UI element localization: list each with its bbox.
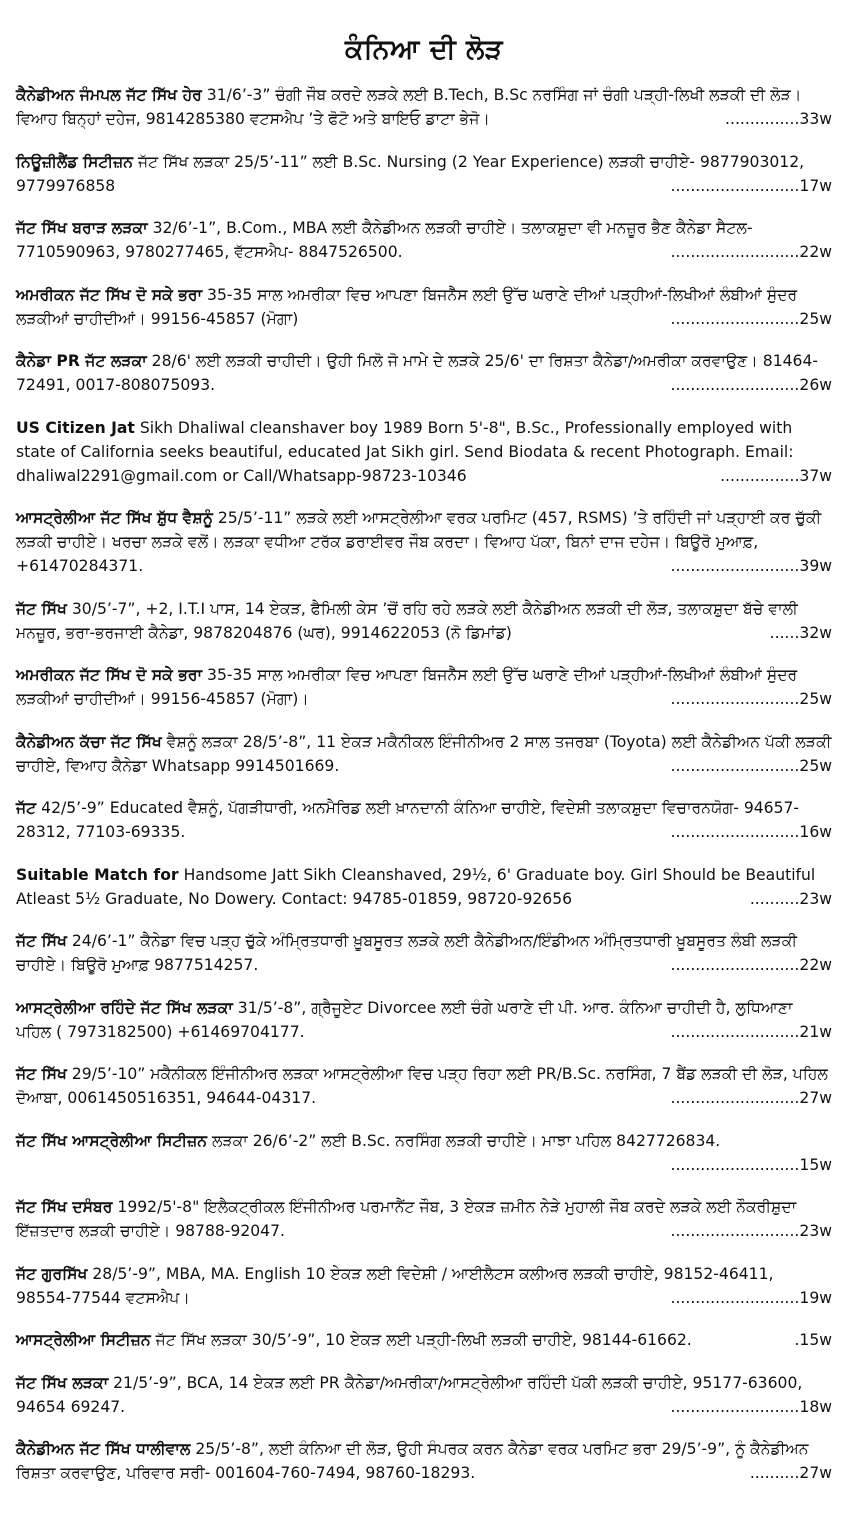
ad-reference: ..........................18w — [670, 1397, 832, 1416]
classified-ad — [16, 996, 832, 1044]
classified-ad — [16, 1195, 832, 1243]
ad-text: ਵੈਸ਼ਨੂੰ ਲੜਕਾ 28/5’-8”, 11 ਏਕੜ ਮਕੈਨੀਕਲ ਇੰਜੀਨੀਅਰ 2 ਸਾਲ ਤਜਰਬਾ (Toyota) ਲਈ ਕੈਨੇਡੀਅਨ ਪੱਕੀ ਲੜਕੀ ਚਾਹੀਏ, ਵਿਆਹ ਕੈਨੇਡਾ Whatsapp 9914501669. — [16, 732, 832, 775]
classified-ad — [16, 796, 832, 844]
ad-reference: ..........................15w — [670, 1155, 832, 1174]
classified-ad — [16, 83, 832, 131]
ad-lead: ਜੱਟ ਸਿੱਖ ਲੜਕਾ — [16, 1373, 109, 1392]
ad-lead: ਜੱਟ ਸਿੱਖ ਆਸਟ੍ਰੇਲੀਆ ਸਿਟੀਜ਼ਨ — [16, 1131, 207, 1150]
ad-lead: Suitable Match for — [16, 865, 179, 884]
ad-lead: ਅਮਰੀਕਨ ਜੱਟ ਸਿੱਖ ਦੋ ਸਕੇ ਭਰਾ — [16, 285, 203, 304]
classified-ad — [16, 349, 832, 397]
ad-text: 25/5’-8”, ਲਈ ਕੰਨਿਆ ਦੀ ਲੋੜ, ਉਹੀ ਸੰਪਰਕ ਕਰਨ ਕੈਨੇਡਾ ਵਰਕ ਪਰਮਿਟ ਭਰਾ 29/5’-9”, ਨੂੰ ਕੈਨੇਡੀਅਨ ਰਿਸ਼ਤਾ ਕਰਵਾਉਣ, ਪਰਿਵਾਰ ਸਰੀ- 001604-760-7494, 98760-18293. — [16, 1440, 809, 1482]
ad-lead: ਕੈਨੇਡੀਅਨ ਕੱਚਾ ਜੱਟ ਸਿੱਖ — [16, 732, 162, 751]
ad-text: 32/6’-1”, B.Com., MBA ਲਈ ਕੈਨੇਡੀਅਨ ਲੜਕੀ ਚਾਹੀਏ। ਤਲਾਕਸ਼ੁਦਾ ਵੀ ਮਨਜ਼ੂਰ ਭੈਣ ਕੈਨੇਡਾ ਸੈਟਲ- 7710590963, 9780277465, ਵੱਟਸਐਪ- 8847526500. — [16, 219, 753, 261]
ad-text: 24/6’-1” ਕੈਨੇਡਾ ਵਿਚ ਪੜ੍ਹ ਚੁੱਕੇ ਅੰਮ੍ਰਿਤਧਾਰੀ ਖ਼ੂਬਸੂਰਤ ਲੜਕੇ ਲਈ ਕੈਨੇਡੀਅਨ/ਇੰਡੀਅਨ ਅੰਮ੍ਰਿਤਧਾਰੀ ਖ਼ੂਬਸੂਰਤ ਲੰਬੀ ਲੜਕੀ ਚਾਹੀਏ। ਬਿਊਰੋ ਮੁਆਫ਼ 9877514257. — [16, 932, 798, 974]
ad-text: ਜੱਟ ਸਿੱਖ ਲੜਕਾ 30/5’-9”, 10 ਏਕੜ ਲਈ ਪੜ੍ਹੀ-ਲਿਖੀ ਲੜਕੀ ਚਾਹੀਏ, 98144-61662. — [150, 1331, 692, 1349]
ad-reference: ......32w — [769, 623, 832, 642]
ad-text: 30/5’-7”, +2, I.T.I ਪਾਸ, 14 ਏਕੜ, ਫੈਮਿਲੀ ਕੇਸ ’ਚੋਂ ਰਹਿ ਰਹੇ ਲੜਕੇ ਲਈ ਕੈਨੇਡੀਅਨ ਲੜਕੀ ਦੀ ਲੋੜ, ਤਲਾਕਸ਼ੁਦਾ ਬੱਚੇ ਵਾਲੀ ਮਨਜ਼ੂਰ, ਭਰਾ-ਭਰਜਾਈ ਕੈਨੇਡਾ, 9878204876 (ਘਰ), 9914622053 (ਨੋ ਡਿਮਾਂਡ) — [16, 599, 798, 642]
ad-lead: ਕੈਨੇਡੀਅਨ ਜੰਮਪਲ ਜੱਟ ਸਿੱਖ ਹੇਰ — [16, 86, 202, 104]
ad-lead: ਜੱਟ ਸਿੱਖ — [16, 1065, 67, 1083]
ad-reference: ..........................21w — [670, 1022, 832, 1041]
classified-ad — [16, 929, 832, 977]
ad-reference: ..........27w — [749, 1464, 832, 1482]
ad-reference: ..........................39w — [670, 557, 832, 575]
ad-reference: ................37w — [720, 466, 832, 485]
ad-reference: ...............33w — [725, 110, 832, 128]
ad-lead: ਜੱਟ ਸਿੱਖ — [16, 932, 67, 950]
ads-list — [16, 83, 832, 1485]
ad-text: 31/5’-8”, ਗ੍ਰੈਜੂਏਟ Divorcee ਲਈ ਚੰਗੇ ਘਰਾਣੇ ਦੀ ਪੀ. ਆਰ. ਕੰਨਿਆ ਚਾਹੀਦੀ ਹੈ, ਲੁਧਿਆਣਾ ਪਹਿਲ ( 7973182500) +61469704177. — [16, 998, 793, 1041]
classified-ad — [16, 730, 832, 778]
ad-reference: ..........................16w — [670, 823, 832, 841]
ad-lead: ਕੈਨੇਡੀਅਨ ਜੱਟ ਸਿੱਖ ਧਾਲੀਵਾਲ — [16, 1440, 191, 1458]
ad-reference: ..........................26w — [670, 376, 832, 394]
ad-lead: ਆਸਟ੍ਰੇਲੀਆ ਰਹਿੰਦੇ ਜੱਟ ਸਿੱਖ ਲੜਕਾ — [16, 998, 233, 1017]
ad-text: 25/5’-11” ਲੜਕੇ ਲਈ ਆਸਟ੍ਰੇਲੀਆ ਵਰਕ ਪਰਮਿਟ (457, RSMS) ’ਤੇ ਰਹਿੰਦੀ ਜਾਂ ਪੜ੍ਹਾਈ ਕਰ ਚੁੱਕੀ ਲੜਕੀ ਚਾਹੀਏ। ਖਰਚਾ ਲੜਕੇ ਵਲੋਂ। ਲੜਕਾ ਵਧੀਆ ਟਰੱਕ ਡਰਾਈਵਰ ਜੌਬ ਕਰਦਾ। ਵਿਆਹ ਪੱਕਾ, ਬਿਨਾਂ ਦਾਜ ਦਹੇਜ। ਬਿਊਰੋ ਮੁਆਫ਼, +61470284371. — [16, 509, 822, 575]
classified-ad — [16, 1262, 832, 1310]
ad-lead: ਜੱਟ ਸਿੱਖ — [16, 599, 67, 618]
classified-ad — [16, 1129, 832, 1177]
page-title: ਕੰਨਿਆ ਦੀ ਲੋੜ — [344, 34, 504, 65]
classified-ad — [16, 1371, 832, 1419]
classified-ad — [16, 150, 832, 198]
classified-ad — [16, 863, 832, 911]
classified-ad — [16, 506, 832, 578]
ad-reference: ..........................22w — [670, 956, 832, 974]
ad-text: 1992/5'-8" ਇਲੈਕਟ੍ਰੀਕਲ ਇੰਜੀਨੀਅਰ ਪਰਮਾਨੈਂਟ ਜੌਬ, 3 ਏਕੜ ਜ਼ਮੀਨ ਨੇੜੇ ਮੁਹਾਲੀ ਜੌਬ ਕਰਦੇ ਲੜਕੇ ਲਈ ਨੌਕਰੀਸ਼ੁਦਾ ਇੱਜ਼ਤਦਾਰ ਲੜਕੀ ਚਾਹੀਏ। 98788-92047. — [16, 1198, 797, 1240]
ad-lead: ਜੱਟ ਸਿੱਖ ਬਰਾੜ ਲੜਕਾ — [16, 219, 148, 237]
classified-ad — [16, 663, 832, 711]
classified-ad — [16, 1437, 832, 1485]
ad-text: 21/5’-9”, BCA, 14 ਏਕੜ ਲਈ PR ਕੈਨੇਡਾ/ਅਮਰੀਕਾ/ਆਸਟ੍ਰੇਲੀਆ ਰਹਿੰਦੀ ਪੱਕੀ ਲੜਕੀ ਚਾਹੀਏ, 95177-63600, 94654 69247. — [16, 1373, 803, 1416]
ad-lead: ਨਿਊਜ਼ੀਲੈਂਡ ਸਿਟੀਜ਼ਨ — [16, 152, 134, 171]
ad-reference: ..........................17w — [670, 176, 832, 195]
ad-lead: US Citizen Jat — [16, 418, 135, 437]
ad-text: 42/5’-9” Educated ਵੈਸ਼ਨੂੰ, ਪੱਗੜੀਧਾਰੀ, ਅਨਮੈਰਿਡ ਲਈ ਖ਼ਾਨਦਾਨੀ ਕੰਨਿਆ ਚਾਹੀਏ, ਵਿਦੇਸ਼ੀ ਤਲਾਕਸ਼ੁਦਾ ਵਿਚਾਰਨਯੋਗ- 94657-28312, 77103-69335. — [16, 799, 800, 841]
ad-text: Sikh Dhaliwal cleanshaver boy 1989 Born 5'-8", B.Sc., Professionally employed with state of California seeks beautiful, educated Jat Sikh girl. Send Biodata & recent Photograph. Email: dhaliwal2291@gmail.com or Call/Whatsapp-98723-10346 — [16, 418, 794, 485]
ad-reference: ..........................19w — [670, 1288, 832, 1307]
classified-ad — [16, 1062, 832, 1110]
ad-text: 35-35 ਸਾਲ ਅਮਰੀਕਾ ਵਿਚ ਆਪਣਾ ਬਿਜਨੈੱਸ ਲਈ ਉੱਚ ਘਰਾਣੇ ਦੀਆਂ ਪੜ੍ਹੀਆਂ-ਲਿਖੀਆਂ ਲੰਬੀਆਂ ਸੁੰਦਰ ਲੜਕੀਆਂ ਚਾਹੀਦੀਆਂ। 99156-45857 (ਮੋਗਾ)। — [16, 666, 798, 708]
ad-lead: ਜੱਟ ਸਿੱਖ ਦਸੰਬਰ — [16, 1198, 113, 1216]
ad-reference: ..........................23w — [670, 1222, 832, 1240]
classified-ad — [16, 283, 832, 331]
ad-reference: ..........................25w — [670, 690, 832, 708]
ad-lead: ਆਸਟ੍ਰੇਲੀਆ ਸਿਟੀਜ਼ਨ — [16, 1331, 151, 1349]
ad-text: 28/5’-9”, MBA, MA. English 10 ਏਕੜ ਲਈ ਵਿਦੇਸ਼ੀ / ਆਈਲੈਟਸ ਕਲੀਅਰ ਲੜਕੀ ਚਾਹੀਏ, 98152-46411, 98554-77544 ਵਟਸਐਪ। — [16, 1264, 774, 1307]
ad-text: 31/6’-3” ਚੰਗੀ ਜੌਬ ਕਰਦੇ ਲੜਕੇ ਲਈ B.Tech, B.Sc ਨਰਸਿੰਗ ਜਾਂ ਚੰਗੀ ਪੜ੍ਹੀ-ਲਿਖੀ ਲੜਕੀ ਦੀ ਲੋੜ। ਵਿਆਹ ਬਿਨ੍ਹਾਂ ਦਹੇਜ, 9814285380 ਵਟਸਐਪ ’ਤੇ ਫੋਟੋ ਅਤੇ ਬਾਇਓ ਡਾਟਾ ਭੇਜੋ। — [16, 86, 802, 128]
ad-lead: ਆਸਟ੍ਰੇਲੀਆ ਜੱਟ ਸਿੱਖ ਸ਼ੁੱਧ ਵੈਸ਼ਨੂੰ — [16, 509, 213, 527]
ad-lead: ਕੈਨੇਡਾ PR ਜੱਟ ਲੜਕਾ — [16, 352, 147, 370]
classified-ad — [16, 1328, 832, 1352]
ad-text: 28/6' ਲਈ ਲੜਕੀ ਚਾਹੀਦੀ। ਉਹੀ ਮਿਲੋ ਜੋ ਮਾਮੇ ਦੇ ਲੜਕੇ 25/6' ਦਾ ਰਿਸ਼ਤਾ ਕੈਨੇਡਾ/ਅਮਰੀਕਾ ਕਰਵਾਉਣ। 81464-72491, 0017-808075093. — [16, 352, 819, 394]
ad-text: ਲੜਕਾ 26/6’-2” ਲਈ B.Sc. ਨਰਸਿੰਗ ਲੜਕੀ ਚਾਹੀਏ। ਮਾਝਾ ਪਹਿਲ 8427726834. — [206, 1131, 721, 1150]
ad-text: ਜੱਟ ਸਿੱਖ ਲੜਕਾ 25/5’-11” ਲਈ B.Sc. Nursing (2 Year Experience) ਲੜਕੀ ਚਾਹੀਏ- 9877903012, 9779976858 — [16, 152, 805, 195]
ad-reference: ..........23w — [749, 889, 832, 908]
classified-ad — [16, 597, 832, 645]
classified-ad — [16, 416, 832, 488]
ad-reference: ..........................22w — [670, 243, 832, 261]
ad-text: 29/5’-10” ਮਕੈਨੀਕਲ ਇੰਜੀਨੀਅਰ ਲੜਕਾ ਆਸਟ੍ਰੇਲੀਆ ਵਿਚ ਪੜ੍ਹ ਰਿਹਾ ਲਈ PR/B.Sc. ਨਰਸਿੰਗ, 7 ਬੈਂਡ ਲੜਕੀ ਦੀ ਲੋੜ, ਪਹਿਲ ਦੋਆਬਾ, 0061450516351, 94644-04317. — [16, 1065, 828, 1107]
classified-ad — [16, 216, 832, 264]
ad-lead: ਅਮਰੀਕਨ ਜੱਟ ਸਿੱਖ ਦੋ ਸਕੇ ਭਰਾ — [16, 666, 203, 684]
ad-reference: ..........................25w — [670, 756, 832, 775]
ad-reference: ..........................27w — [670, 1089, 832, 1107]
ad-text: Handsome Jatt Sikh Cleanshaved, 29½, 6' Graduate boy. Girl Should be Beautiful Atleast 5½ Graduate, No Dowery. Contact: 94785-01859, 98720-92656 — [16, 865, 816, 908]
ad-lead: ਜੱਟ ਗੁਰਸਿੱਖ — [16, 1264, 88, 1283]
ad-text: 35-35 ਸਾਲ ਅਮਰੀਕਾ ਵਿਚ ਆਪਣਾ ਬਿਜਨੈੱਸ ਲਈ ਉੱਚ ਘਰਾਣੇ ਦੀਆਂ ਪੜ੍ਹੀਆਂ-ਲਿਖੀਆਂ ਲੰਬੀਆਂ ਸੁੰਦਰ ਲੜਕੀਆਂ ਚਾਹੀਦੀਆਂ। 99156-45857 (ਮੋਗਾ) — [16, 285, 798, 328]
ad-reference: .15w — [794, 1331, 832, 1349]
ad-lead: ਜੱਟ — [16, 799, 37, 817]
ad-reference: ..........................25w — [670, 309, 832, 328]
